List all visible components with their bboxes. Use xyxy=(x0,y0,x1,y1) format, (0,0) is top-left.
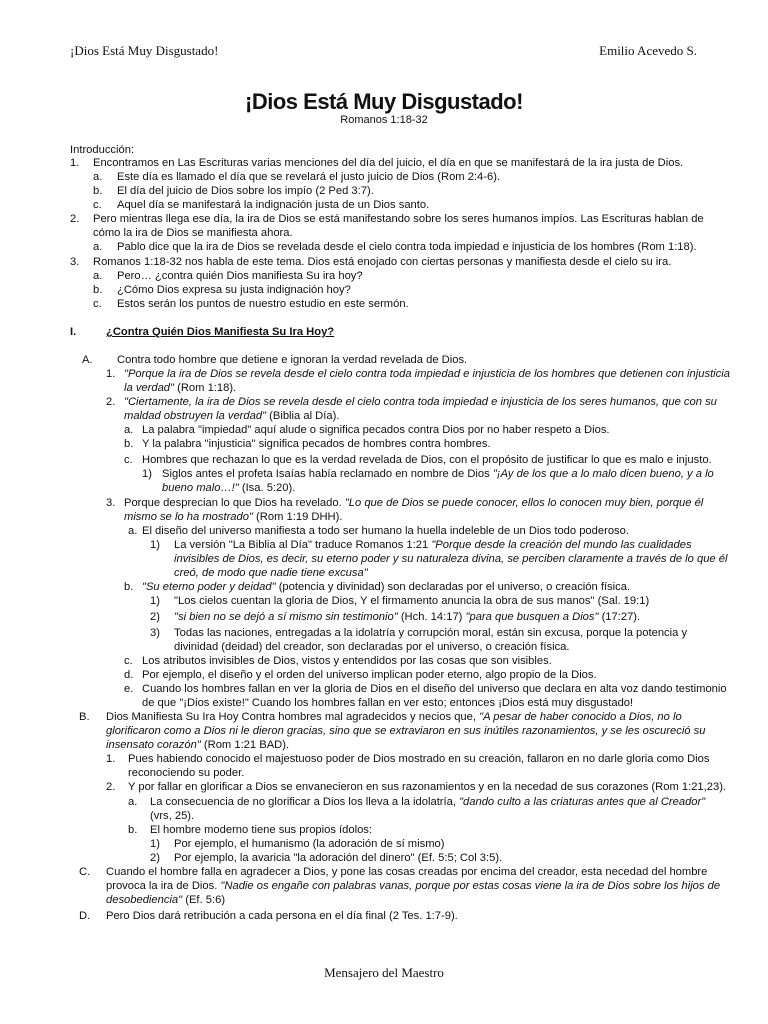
line-text: Los atributos invisibles de Dios, vistos y entendidos por las cosas que son visibles. xyxy=(142,655,552,667)
line-text: "¡Ay de los que a lo malo dicen bueno, y a lo xyxy=(492,468,714,480)
list-marker: 1. xyxy=(70,157,80,169)
line-text: Introducción: xyxy=(70,144,135,156)
list-marker: B. xyxy=(79,711,90,723)
list-marker: 1. xyxy=(106,753,116,765)
page-footer: Mensajero del Maestro xyxy=(324,965,444,980)
list-marker: D. xyxy=(79,910,91,922)
line-text: insensato corazón" xyxy=(106,739,201,751)
running-header-title: ¡Dios Está Muy Disgustado! xyxy=(70,43,219,58)
line-text: (Ef. 5:6) xyxy=(182,894,226,906)
list-marker: a. xyxy=(128,796,138,808)
line-text: de que "¡Dios existe!" Cuando los hombres fallan en ver esto; entonces ¡Dios está muy disgustado! xyxy=(142,697,634,709)
line-text: (potencia y divinidad) son declaradas por el universo, o creación física. xyxy=(275,581,631,593)
line-text: Estos serán los puntos de nuestro estudio en este sermón. xyxy=(117,298,409,310)
list-marker: b. xyxy=(93,284,103,296)
line-text: la verdad" xyxy=(124,382,174,394)
list-marker: 1. xyxy=(106,368,116,380)
line-text: "Porque la ira de Dios se revela desde el cielo contra toda impiedad e injusticia de los hombres que detienen con injusticia xyxy=(124,368,730,380)
running-header-author: Emilio Acevedo S. xyxy=(599,43,697,58)
line-text: Por ejemplo, la avaricia "la adoración del dinero" (Ef. 5:5; Col 3:5). xyxy=(174,852,503,864)
list-marker: c. xyxy=(93,298,102,310)
list-marker: c. xyxy=(124,454,133,466)
page-subtitle: Romanos 1:18-32 xyxy=(340,114,428,126)
list-marker: b. xyxy=(124,581,134,593)
line-text: Cuando el hombre falla en agradecer a Dios, y pone las cosas creadas por encima del creador, esta necedad del hombre xyxy=(106,866,708,878)
line-text: La versión "La Biblia al Día" traduce Romanos 1:21 xyxy=(174,539,432,551)
line-text: "Los cielos cuentan la gloria de Dios, Y el firmamento anuncia la obra de sus manos" (Sal. 19:1) xyxy=(174,595,650,607)
line-text: reconociendo su poder. xyxy=(128,767,245,779)
line-text: Contra todo hombre que detiene e ignoran la verdad revelada de Dios. xyxy=(117,354,468,366)
line-text: (Hch. 14:17) xyxy=(397,611,466,623)
line-text: Dios Manifiesta Su Ira Hoy Contra hombres mal agradecidos y necios que, xyxy=(106,711,480,723)
line-text: El hombre moderno tiene sus propios ídolos: xyxy=(150,824,373,836)
line-text: Pero mientras llega ese día, la ira de Dios se está manifestando sobre los seres humanos impíos. Las Escrituras hablan de xyxy=(93,213,704,225)
line-text: Aquel día se manifestará la indignación justa de un Dios santo. xyxy=(117,199,430,211)
list-marker: 2. xyxy=(70,213,80,225)
line-text: (Rom 1:19 DHH). xyxy=(252,511,343,523)
list-marker: b. xyxy=(128,824,138,836)
line-text: provoca la ira de Dios. xyxy=(106,880,221,892)
list-marker: c. xyxy=(93,199,102,211)
list-marker: C. xyxy=(79,866,91,878)
line-text: Encontramos en Las Escrituras varias menciones del día del juicio, el día en que se manifestará de la ira justa de Dios. xyxy=(93,157,684,169)
line-text: (Rom 1:18). xyxy=(174,382,237,394)
line-text: Todas las naciones, entregadas a la idolatría y corrupción moral, están sin excusa, porque la potencia y xyxy=(174,627,688,639)
line-text: "dando culto a las criaturas antes que al Creador" xyxy=(459,796,706,808)
line-text: "A pesar de haber conocido a Dios, no lo xyxy=(479,711,682,723)
list-marker: 1) xyxy=(150,838,160,850)
line-text: cómo la ira de Dios se manifiesta ahora. xyxy=(93,227,293,239)
line-text: creó, de modo que nadie tiene excusa" xyxy=(174,567,368,579)
list-marker: 3. xyxy=(70,256,80,268)
line-text: La palabra "impiedad" aquí alude o significa pecados contra Dios por no haber respeto a Dios. xyxy=(142,424,610,436)
line-text: Por ejemplo, el diseño y el orden del universo implican poder eterno, algo propio de la Dios. xyxy=(142,669,597,681)
list-marker: 3) xyxy=(150,627,160,639)
list-marker: 2. xyxy=(106,781,116,793)
list-marker: c. xyxy=(124,655,133,667)
line-text: mismo se lo ha mostrado" xyxy=(124,511,253,523)
line-text: "Porque desde la creación del mundo las cualidades xyxy=(431,539,692,551)
line-text: divinidad (deidad) del creador, son declaradas por el universo, o creación física. xyxy=(174,641,570,653)
line-text: Cuando los hombres fallan en ver la gloria de Dios en el diseño del universo que declara en alta voz dando testimonio xyxy=(142,683,727,695)
list-marker: a. xyxy=(93,171,103,183)
line-text: Y la palabra "injusticia" significa pecados de hombres contra hombres. xyxy=(142,438,491,450)
line-text: bueno malo…!" xyxy=(162,482,239,494)
page-title: ¡Dios Está Muy Disgustado! xyxy=(245,89,523,114)
list-marker: a. xyxy=(93,241,103,253)
line-text: (17:27). xyxy=(598,611,641,623)
line-text: "para que busquen a Dios" xyxy=(465,611,599,623)
line-text: Y por fallar en glorificar a Dios se envanecieron en sus razonamientos y en la necedad de sus corazones (Rom 1:21,23). xyxy=(128,781,727,793)
line-text: Romanos 1:18-32 nos habla de este tema. Dios está enojado con ciertas personas y manifiesta desde el cielo su ira. xyxy=(93,256,672,268)
list-marker: 3. xyxy=(106,497,116,509)
line-text: ¿Contra Quién Dios Manifiesta Su Ira Hoy? xyxy=(106,326,335,338)
list-marker: 1) xyxy=(142,468,152,480)
line-text: (Isa. 5:20). xyxy=(238,482,296,494)
list-marker: 2. xyxy=(106,396,116,408)
list-marker: 1) xyxy=(150,595,160,607)
line-text: Pero… ¿contra quién Dios manifiesta Su ira hoy? xyxy=(117,270,363,282)
line-text: Hombres que rechazan lo que es la verdad revelada de Dios, con el propósito de justificar lo que es malo e injusto. xyxy=(142,454,712,466)
line-text: "Su eterno poder y deidad" xyxy=(142,581,276,593)
line-text: (Rom 1:21 BAD). xyxy=(200,739,290,751)
line-text: "si bien no se dejó a sí mismo sin testimonio" xyxy=(174,611,398,623)
line-text: Este día es llamado el día que se revelará el justo juicio de Dios (Rom 2:4-6). xyxy=(117,171,501,183)
list-marker: d. xyxy=(124,669,134,681)
list-marker: 2) xyxy=(150,611,160,623)
line-text: "Ciertamente, la ira de Dios se revela desde el cielo contra toda impiedad e injusticia de los seres humanos, que con su xyxy=(124,396,717,408)
list-marker: b. xyxy=(93,185,103,197)
line-text: La consecuencia de no glorificar a Dios los lleva a la idolatría, xyxy=(150,796,460,808)
line-text: (vrs, 25). xyxy=(150,810,195,822)
line-text: desobediencia" xyxy=(106,894,183,906)
list-marker: A. xyxy=(82,354,93,366)
list-marker: 2) xyxy=(150,852,160,864)
list-marker: a. xyxy=(93,270,103,282)
line-text: "Lo que de Dios se puede conocer, ellos lo conocen muy bien, porque él xyxy=(344,497,704,509)
line-text: Porque desprecian lo que Dios ha revelado. xyxy=(124,497,345,509)
line-text: (Biblia al Día). xyxy=(266,410,340,422)
line-text: Por ejemplo, el humanismo (la adoración de sí mismo) xyxy=(174,838,445,850)
line-text: "Nadie os engañe con palabras vanas, porque por estas cosas viene la ira de Dios sobre los hijos de xyxy=(220,880,721,892)
list-marker: b. xyxy=(124,438,134,450)
line-text: Pablo dice que la ira de Dios se revelada desde el cielo contra toda impiedad e injusticia de los hombres (Rom 1:18). xyxy=(117,241,697,253)
line-text: invisibles de Dios, es decir, su eterno poder y su naturaleza divina, se perciben claramente a través de lo que él xyxy=(174,553,728,565)
line-text: maldad obstruyen la verdad" xyxy=(124,410,267,422)
line-text: glorificaron como a Dios ni le dieron gracias, sino que se extraviaron en sus inútiles razonamientos, y se les oscureció su xyxy=(106,725,706,737)
line-text: ¿Cómo Dios expresa su justa indignación hoy? xyxy=(117,284,351,296)
list-marker: a. xyxy=(124,424,134,436)
list-marker: I. xyxy=(70,326,77,338)
line-text: El día del juicio de Dios sobre los impío (2 Ped 3:7). xyxy=(117,185,374,197)
line-text: Pero Dios dará retribución a cada persona en el día final (2 Tes. 1:7-9). xyxy=(106,910,458,922)
line-text: El diseño del universo manifiesta a todo ser humano la huella indeleble de un Dios todo poderoso. xyxy=(142,525,629,537)
list-marker: 1) xyxy=(150,539,160,551)
list-marker: a. xyxy=(128,525,138,537)
list-marker: e. xyxy=(124,683,134,695)
line-text: Pues habiendo conocido el majestuoso poder de Dios mostrado en su creación, fallaron en no darle gloria como Dios xyxy=(128,753,710,765)
line-text: Siglos antes el profeta Isaías había reclamado en nombre de Dios xyxy=(162,468,493,480)
